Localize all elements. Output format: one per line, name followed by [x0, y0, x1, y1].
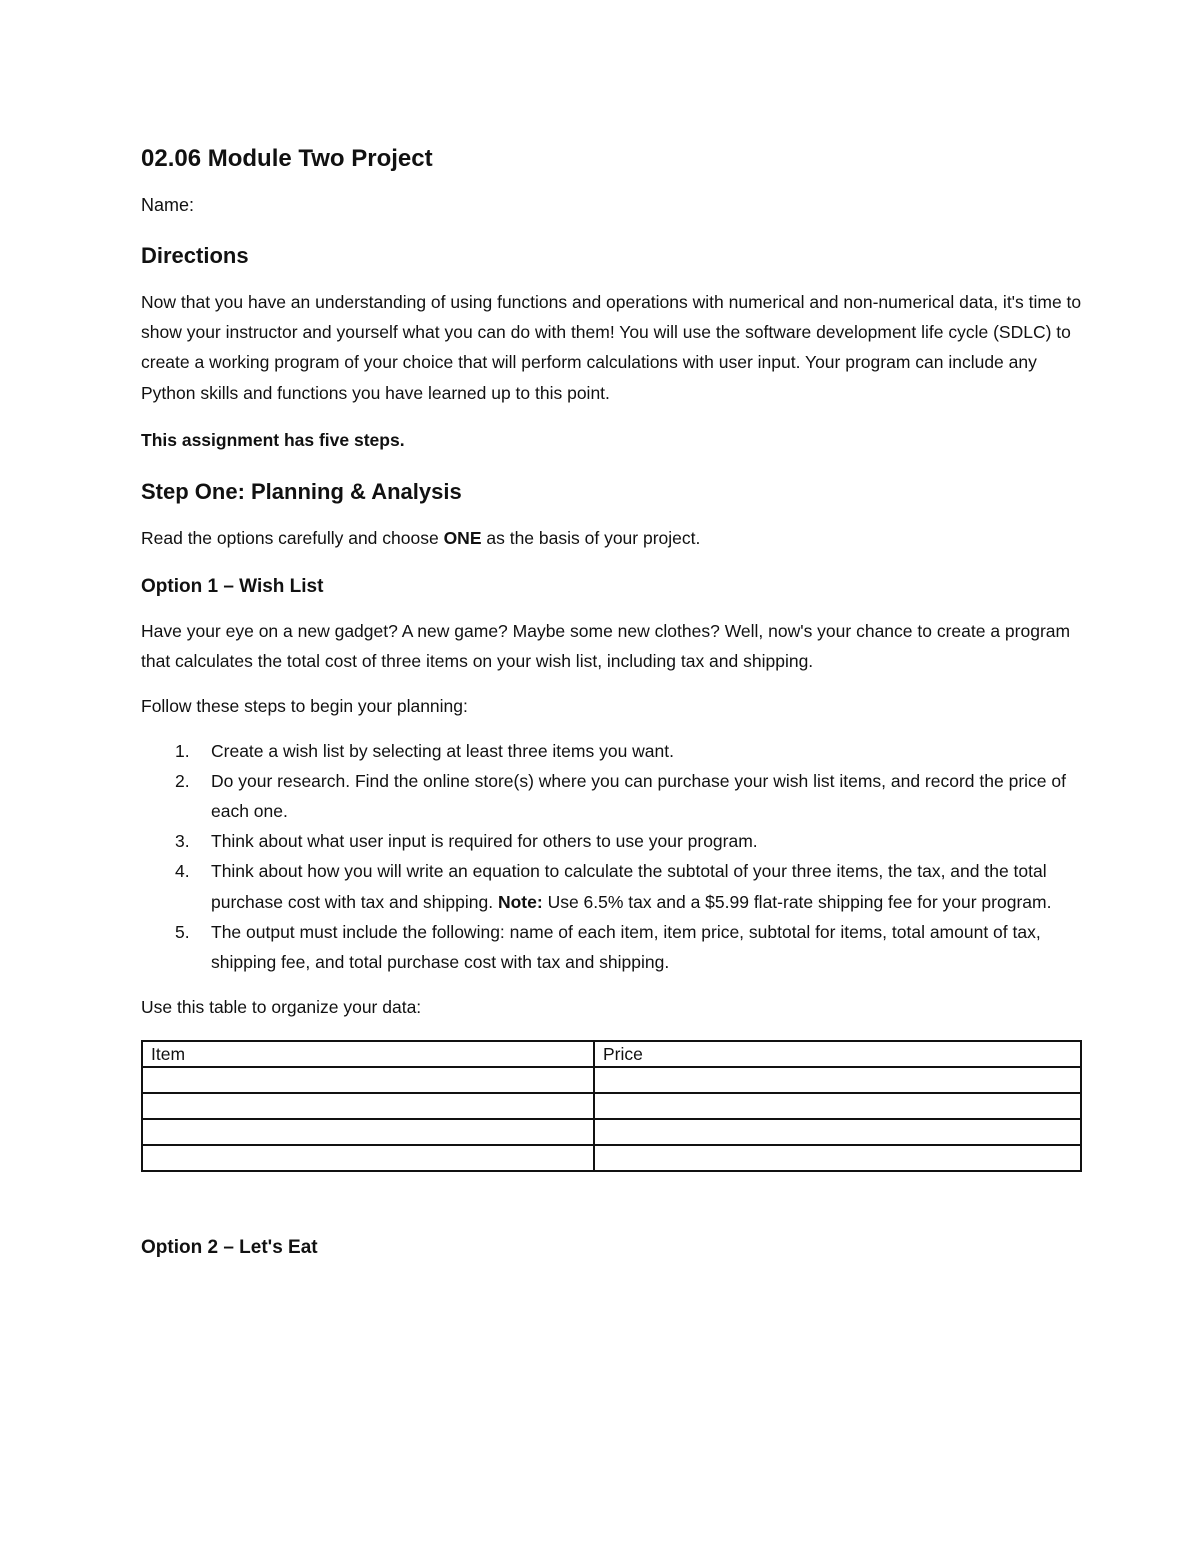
list-item — [141, 766, 1086, 826]
document-content — [141, 142, 1086, 1262]
list-item-text: Think about what user input is required for others to use your program. — [211, 831, 758, 852]
table-cell[interactable] — [594, 1067, 1081, 1093]
read-options-text — [141, 523, 1086, 553]
table-cell[interactable] — [142, 1119, 594, 1145]
table-intro: Use this table to organize your data: — [141, 997, 422, 1018]
directions-text: Now that you have an understanding of using functions and operations with numerical and non-numerical data, it's time to show your instructor and yourself what you can do with them! You will use the software development life cycle (SDLC) to create a working program of your choice that will perform calculations with user input. Your program can include any Python skills and functions you have learned up to this point. — [141, 292, 1082, 403]
list-item-number: 3. — [175, 831, 190, 852]
table-header-price: Price — [594, 1041, 1081, 1067]
note-label: Note: — [497, 891, 543, 912]
steps-note: This assignment has five steps. — [141, 429, 405, 450]
document-title: 02.06 Module Two Project — [141, 145, 433, 172]
table-cell[interactable] — [142, 1067, 594, 1093]
wish-list-table — [141, 1040, 1082, 1172]
list-item — [141, 856, 1086, 916]
list-item-number: 2. — [175, 770, 190, 791]
table-row — [142, 1119, 1081, 1145]
read-options-after: as the basis of your project. — [481, 527, 701, 548]
table-row — [142, 1145, 1081, 1171]
list-item-number: 1. — [175, 740, 190, 761]
table-row — [142, 1067, 1081, 1093]
option1-heading: Option 1 – Wish List — [141, 576, 324, 598]
table-header-row — [142, 1041, 1081, 1067]
step-one-heading: Step One: Planning & Analysis — [141, 478, 462, 504]
table-cell[interactable] — [142, 1093, 594, 1119]
option2-heading: Option 2 – Let's Eat — [141, 1237, 318, 1259]
list-item-text-after: Use 6.5% tax and a $5.99 flat-rate shipping fee for your program. — [542, 891, 1052, 912]
list-item — [141, 736, 1086, 766]
list-item-text-before: Think about how you will write an equation to calculate the subtotal of your three items, the tax, and the total purchase cost with tax and shipping. — [211, 861, 1047, 912]
list-item-text: Create a wish list by selecting at least three items you want. — [211, 740, 674, 761]
read-options-before: Read the options carefully and choose — [141, 527, 444, 548]
directions-heading: Directions — [141, 243, 249, 268]
list-item — [141, 826, 1086, 856]
list-item-number: 4. — [175, 861, 190, 882]
table-cell[interactable] — [142, 1145, 594, 1171]
option1-intro: Have your eye on a new gadget? A new game? Maybe some new clothes? Well, now's your chance to create a program that calculates the total cost of three items on your wish list, including tax and shipping. — [141, 621, 1071, 672]
list-item-text: The output must include the following: name of each item, item price, subtotal for items, total amount of tax, shipping fee, and total purchase cost with tax and shipping. — [211, 921, 1041, 973]
table-cell[interactable] — [594, 1145, 1081, 1171]
list-item-number: 5. — [175, 921, 190, 942]
table-cell[interactable] — [594, 1119, 1081, 1145]
option1-follow-text: Follow these steps to begin your planning: — [141, 696, 468, 717]
read-options-emphasis: ONE — [443, 527, 482, 548]
list-item-text: Do your research. Find the online store(s) where you can purchase your wish list items, and record the price of each one. — [211, 770, 1066, 822]
list-item — [141, 917, 1086, 977]
table-cell[interactable] — [594, 1093, 1081, 1119]
name-label: Name: — [141, 195, 195, 215]
option1-steps-list — [141, 736, 1086, 978]
spacer — [141, 1172, 1086, 1214]
table-header-item: Item — [142, 1041, 594, 1067]
table-row — [142, 1093, 1081, 1119]
